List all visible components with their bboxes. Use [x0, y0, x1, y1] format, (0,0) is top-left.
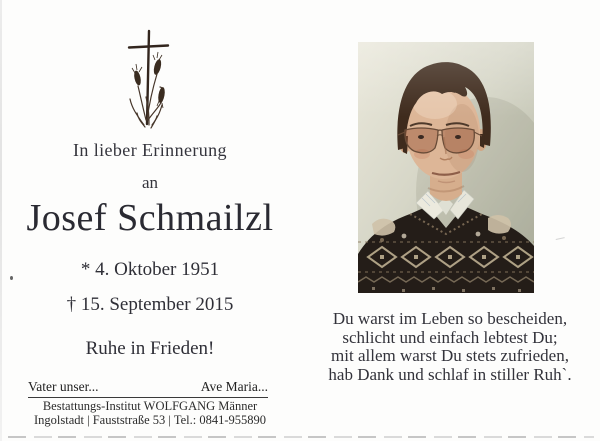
- poem-line: schlicht und einfach lebtest Du;: [342, 327, 558, 347]
- prayer-line: [28, 379, 268, 398]
- scan-speck: [556, 237, 566, 243]
- prayer-right: Ave Maria...: [200, 379, 268, 394]
- cross-with-wheat-icon: [116, 28, 182, 136]
- memorial-intro: In lieber Erinnerung: [73, 140, 227, 160]
- funeral-home-name: Bestattungs-Institut WOLFGANG Männer: [42, 399, 258, 413]
- scan-edge-left: [0, 0, 2, 441]
- memorial-poem: [306, 310, 594, 384]
- death-date: † 15. September 2015: [66, 294, 234, 315]
- rest-in-peace-line: Ruhe in Frieden!: [85, 338, 215, 359]
- poem-line: hab Dank und schlaf in stiller Ruh`.: [328, 364, 572, 384]
- poem-line: mit allem warst Du stets zufrieden,: [331, 346, 569, 365]
- memorial-preposition: an: [141, 173, 159, 192]
- portrait-photo: [358, 42, 534, 293]
- birth-date: * 4. Oktober 1951: [80, 259, 220, 280]
- poem-line: Du warst im Leben so bescheiden,: [332, 309, 568, 328]
- funeral-home-block: [10, 399, 290, 427]
- scan-edge-bottom: [8, 436, 594, 438]
- prayer-left: Vater unser...: [28, 379, 99, 394]
- deceased-name: Josef Schmailzl: [26, 197, 274, 239]
- scan-speck: [10, 276, 13, 280]
- funeral-home-address: Ingolstadt | Fauststraße 53 | Tel.: 0841-955890: [33, 413, 266, 427]
